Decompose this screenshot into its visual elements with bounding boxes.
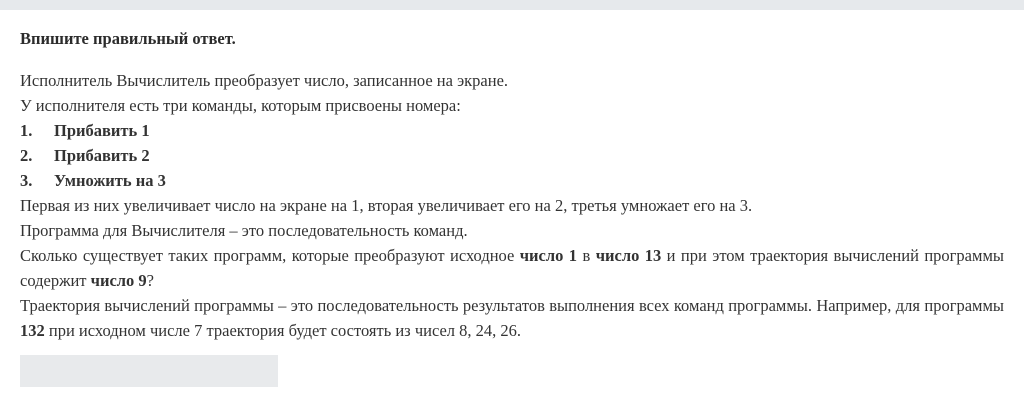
intro-line-1: Исполнитель Вычислитель преобразует число, записанное на экране. — [20, 71, 509, 90]
command-label: Умножить на 3 — [54, 171, 166, 190]
question-part: в — [577, 246, 596, 265]
question-part: и при этом траектория вычислений программы содержит — [20, 246, 1004, 290]
question-part: Сколько существует таких программ, которые преобразуют исходное — [20, 246, 520, 265]
question-part: ? — [146, 271, 154, 290]
command-number: 1. — [20, 121, 33, 140]
command-number: 3. — [20, 171, 33, 190]
command-number: 2. — [20, 146, 33, 165]
question-text — [20, 243, 1004, 293]
answer-input[interactable] — [20, 355, 278, 387]
required-number: число 9 — [90, 271, 147, 290]
description-line: Первая из них увеличивает число на экране на 1, вторая увеличивает его на 2, третья умножает его на 3. — [20, 196, 753, 215]
task-content — [0, 10, 1024, 387]
command-item-3 — [20, 168, 1004, 193]
target-number: число 13 — [595, 246, 662, 265]
trajectory-part: Траектория вычислений программы – это последовательность результатов выполнения всех команд программы. Например, для программы — [20, 296, 1004, 315]
command-label: Прибавить 1 — [54, 121, 150, 140]
program-definition: Программа для Вычислителя – это последовательность команд. — [20, 221, 468, 240]
intro-line-2: У исполнителя есть три команды, которым присвоены номера: — [20, 96, 461, 115]
instruction-heading: Впишите правильный ответ. — [20, 29, 236, 48]
command-item-2 — [20, 143, 1004, 168]
trajectory-text — [20, 293, 1004, 343]
command-item-1 — [20, 118, 1004, 143]
task-text — [20, 68, 1004, 343]
example-program: 132 — [20, 321, 45, 340]
trajectory-part: при исходном числе 7 траектория будет состоять из чисел 8, 24, 26. — [44, 321, 522, 340]
command-label: Прибавить 2 — [54, 146, 150, 165]
start-number: число 1 — [519, 246, 578, 265]
top-bar — [0, 0, 1024, 10]
